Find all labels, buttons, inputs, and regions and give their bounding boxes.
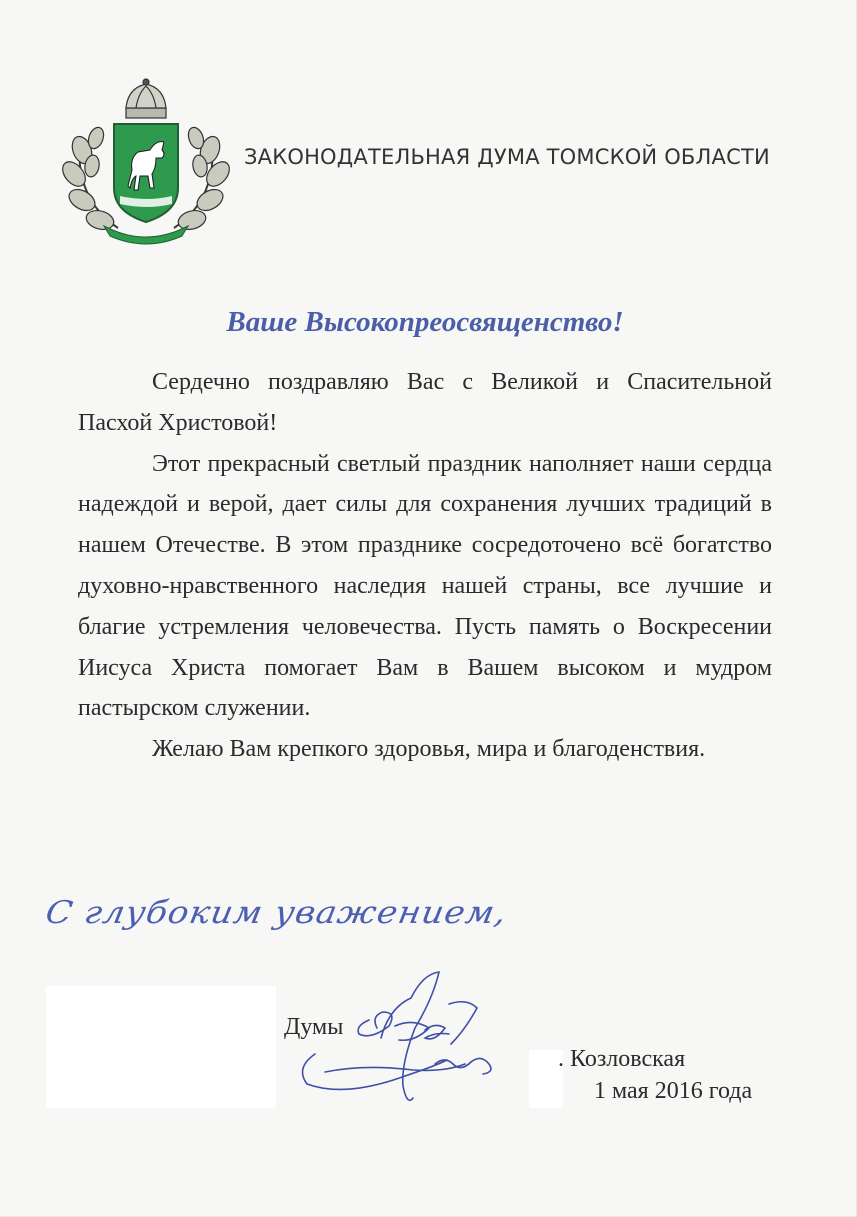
letter-body [78,362,772,770]
redaction-block [46,986,276,1108]
organization-name: ЗАКОНОДАТЕЛЬНАЯ ДУМА ТОМСКОЙ ОБЛАСТИ [244,145,770,169]
signer-title-fragment: Думы [284,1014,344,1040]
paragraph-greeting: Сердечно поздравляю Вас с Великой и Спасительной Пасхой Христовой! [78,369,772,436]
paragraph-wishes: Желаю Вам крепкого здоровья, мира и благоденствия. [152,736,706,763]
signer-name: . Козловская [558,1046,686,1072]
paragraph-main: Этот прекрасный светлый праздник наполняет наши сердца надеждой и верой, дает силы для сохранения лучших традиций в нашем Отечестве. В этом празднике сосредоточено всё богатство духовно-нравственного наследия нашей страны, все лучшие и благие устремления человечества. Пусть память о Воскресении Иисуса Христа помогает Вам в Вашем высоком и мудром пастырском служении. [78,450,772,722]
letter-date: 1 мая 2016 года [594,1078,753,1104]
handwritten-signature-icon [285,968,515,1108]
coat-of-arms-icon [58,78,234,248]
handwritten-closing: С глубоким уважением, [42,894,511,932]
salutation: Ваше Высокопреосвященство! [226,306,624,338]
